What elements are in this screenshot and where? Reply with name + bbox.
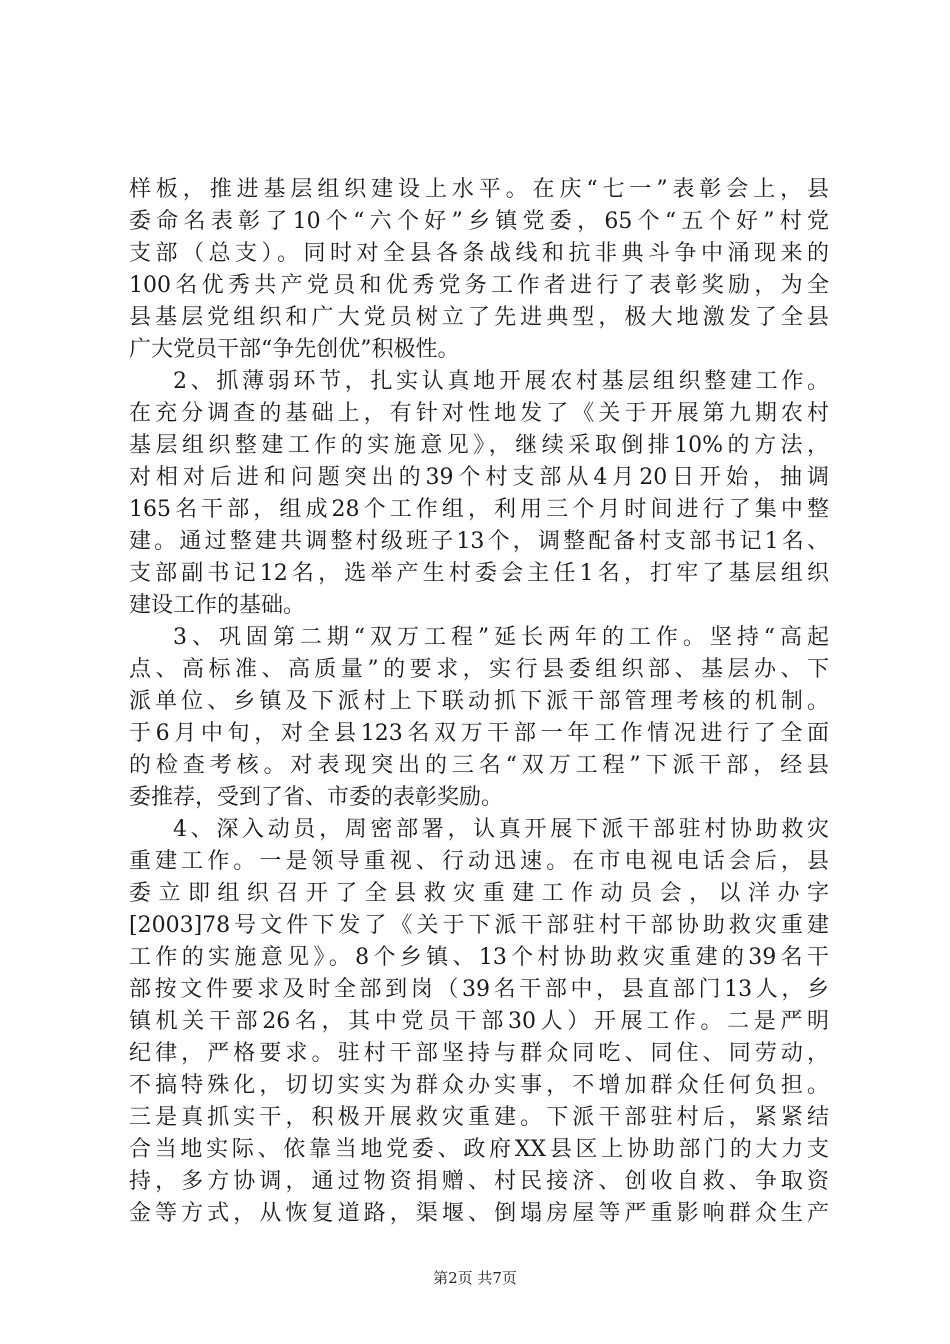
paragraph-start-line: 4、深入动员，周密部署，认真开展下派干部驻村协助救灾 <box>173 817 829 842</box>
text-line: 165名干部，组成28个工作组，利用三个月时间进行了集中整 <box>129 497 829 522</box>
text-line: 委命名表彰了10个“六个好”乡镇党委，65个“五个好”村党 <box>129 209 829 234</box>
text-line: 县基层党组织和广大党员树立了先进典型，极大地激发了全县 <box>129 305 829 330</box>
text-line: 金等方式，从恢复道路，渠堰、倒塌房屋等严重影响群众生产 <box>129 1201 829 1226</box>
text-line: 部按文件要求及时全部到岗（39名干部中，县直部门13人，乡 <box>129 977 829 1002</box>
text-line: 三是真抓实干，积极开展救灾重建。下派干部驻村后，紧紧结 <box>129 1105 829 1130</box>
text-line: 委推荐，受到了省、市委的表彰奖励。 <box>129 785 504 810</box>
text-line: 样板，推进基层组织建设上水平。在庆“七一”表彰会上，县 <box>129 177 829 202</box>
text-line: 建设工作的基础。 <box>129 593 306 618</box>
text-line: 委立即组织召开了全县救灾重建工作动员会，以洋办字 <box>129 881 829 906</box>
text-line: 在充分调查的基础上，有针对性地发了《关于开展第九期农村 <box>129 401 829 426</box>
text-line: 持，多方协调，通过物资捐赠、村民接济、创收自救、争取资 <box>129 1169 829 1194</box>
text-line: 对相对后进和问题突出的39个村支部从4月20日开始，抽调 <box>129 465 829 490</box>
text-line: 支部（总支）。同时对全县各条战线和抗非典斗争中涌现来的 <box>129 241 829 266</box>
text-line: 点、高标准、高质量”的要求，实行县委组织部、基层办、下 <box>129 657 829 682</box>
text-line: 派单位、乡镇及下派村上下联动抓下派干部管理考核的机制。 <box>129 689 829 714</box>
paragraph-start-line: 3、巩固第二期“双万工程”延长两年的工作。坚持“高起 <box>173 625 829 650</box>
text-line: 重建工作。一是领导重视、行动迅速。在市电视电话会后，县 <box>129 849 829 874</box>
text-line: 基层组织整建工作的实施意见》，继续采取倒排10%的方法， <box>129 433 829 458</box>
text-line: 于6月中旬，对全县123名双万干部一年工作情况进行了全面 <box>129 721 829 746</box>
text-line: 支部副书记12名，选举产生村委会主任1名，打牢了基层组织 <box>129 561 829 586</box>
text-line: 合当地实际、依靠当地党委、政府XX县区上协助部门的大力支 <box>129 1137 829 1162</box>
text-line: 工作的实施意见》。8个乡镇、13个村协助救灾重建的39名干 <box>129 945 829 970</box>
page-footer: 第2页 共7页 <box>433 1269 517 1287</box>
text-line: 镇机关干部26名，其中党员干部30人）开展工作。二是严明 <box>129 1009 829 1034</box>
text-line: [2003]78号文件下发了《关于下派干部驻村干部协助救灾重建 <box>129 913 829 938</box>
text-line: 纪律，严格要求。驻村干部坚持与群众同吃、同住、同劳动， <box>129 1041 829 1066</box>
body-text <box>129 174 829 1230</box>
text-line: 不搞特殊化，切切实实为群众办实事，不增加群众任何负担。 <box>129 1073 829 1098</box>
text-line: 建。通过整建共调整村级班子13个，调整配备村支部书记1名、 <box>129 529 829 554</box>
paragraph-start-line: 2、抓薄弱环节，扎实认真地开展农村基层组织整建工作。 <box>173 369 829 394</box>
text-line: 广大党员干部“争先创优”积极性。 <box>129 337 460 362</box>
text-line: 100名优秀共产党员和优秀党务工作者进行了表彰奖励，为全 <box>129 273 829 298</box>
text-line: 的检查考核。对表现突出的三名“双万工程”下派干部，经县 <box>129 753 829 778</box>
